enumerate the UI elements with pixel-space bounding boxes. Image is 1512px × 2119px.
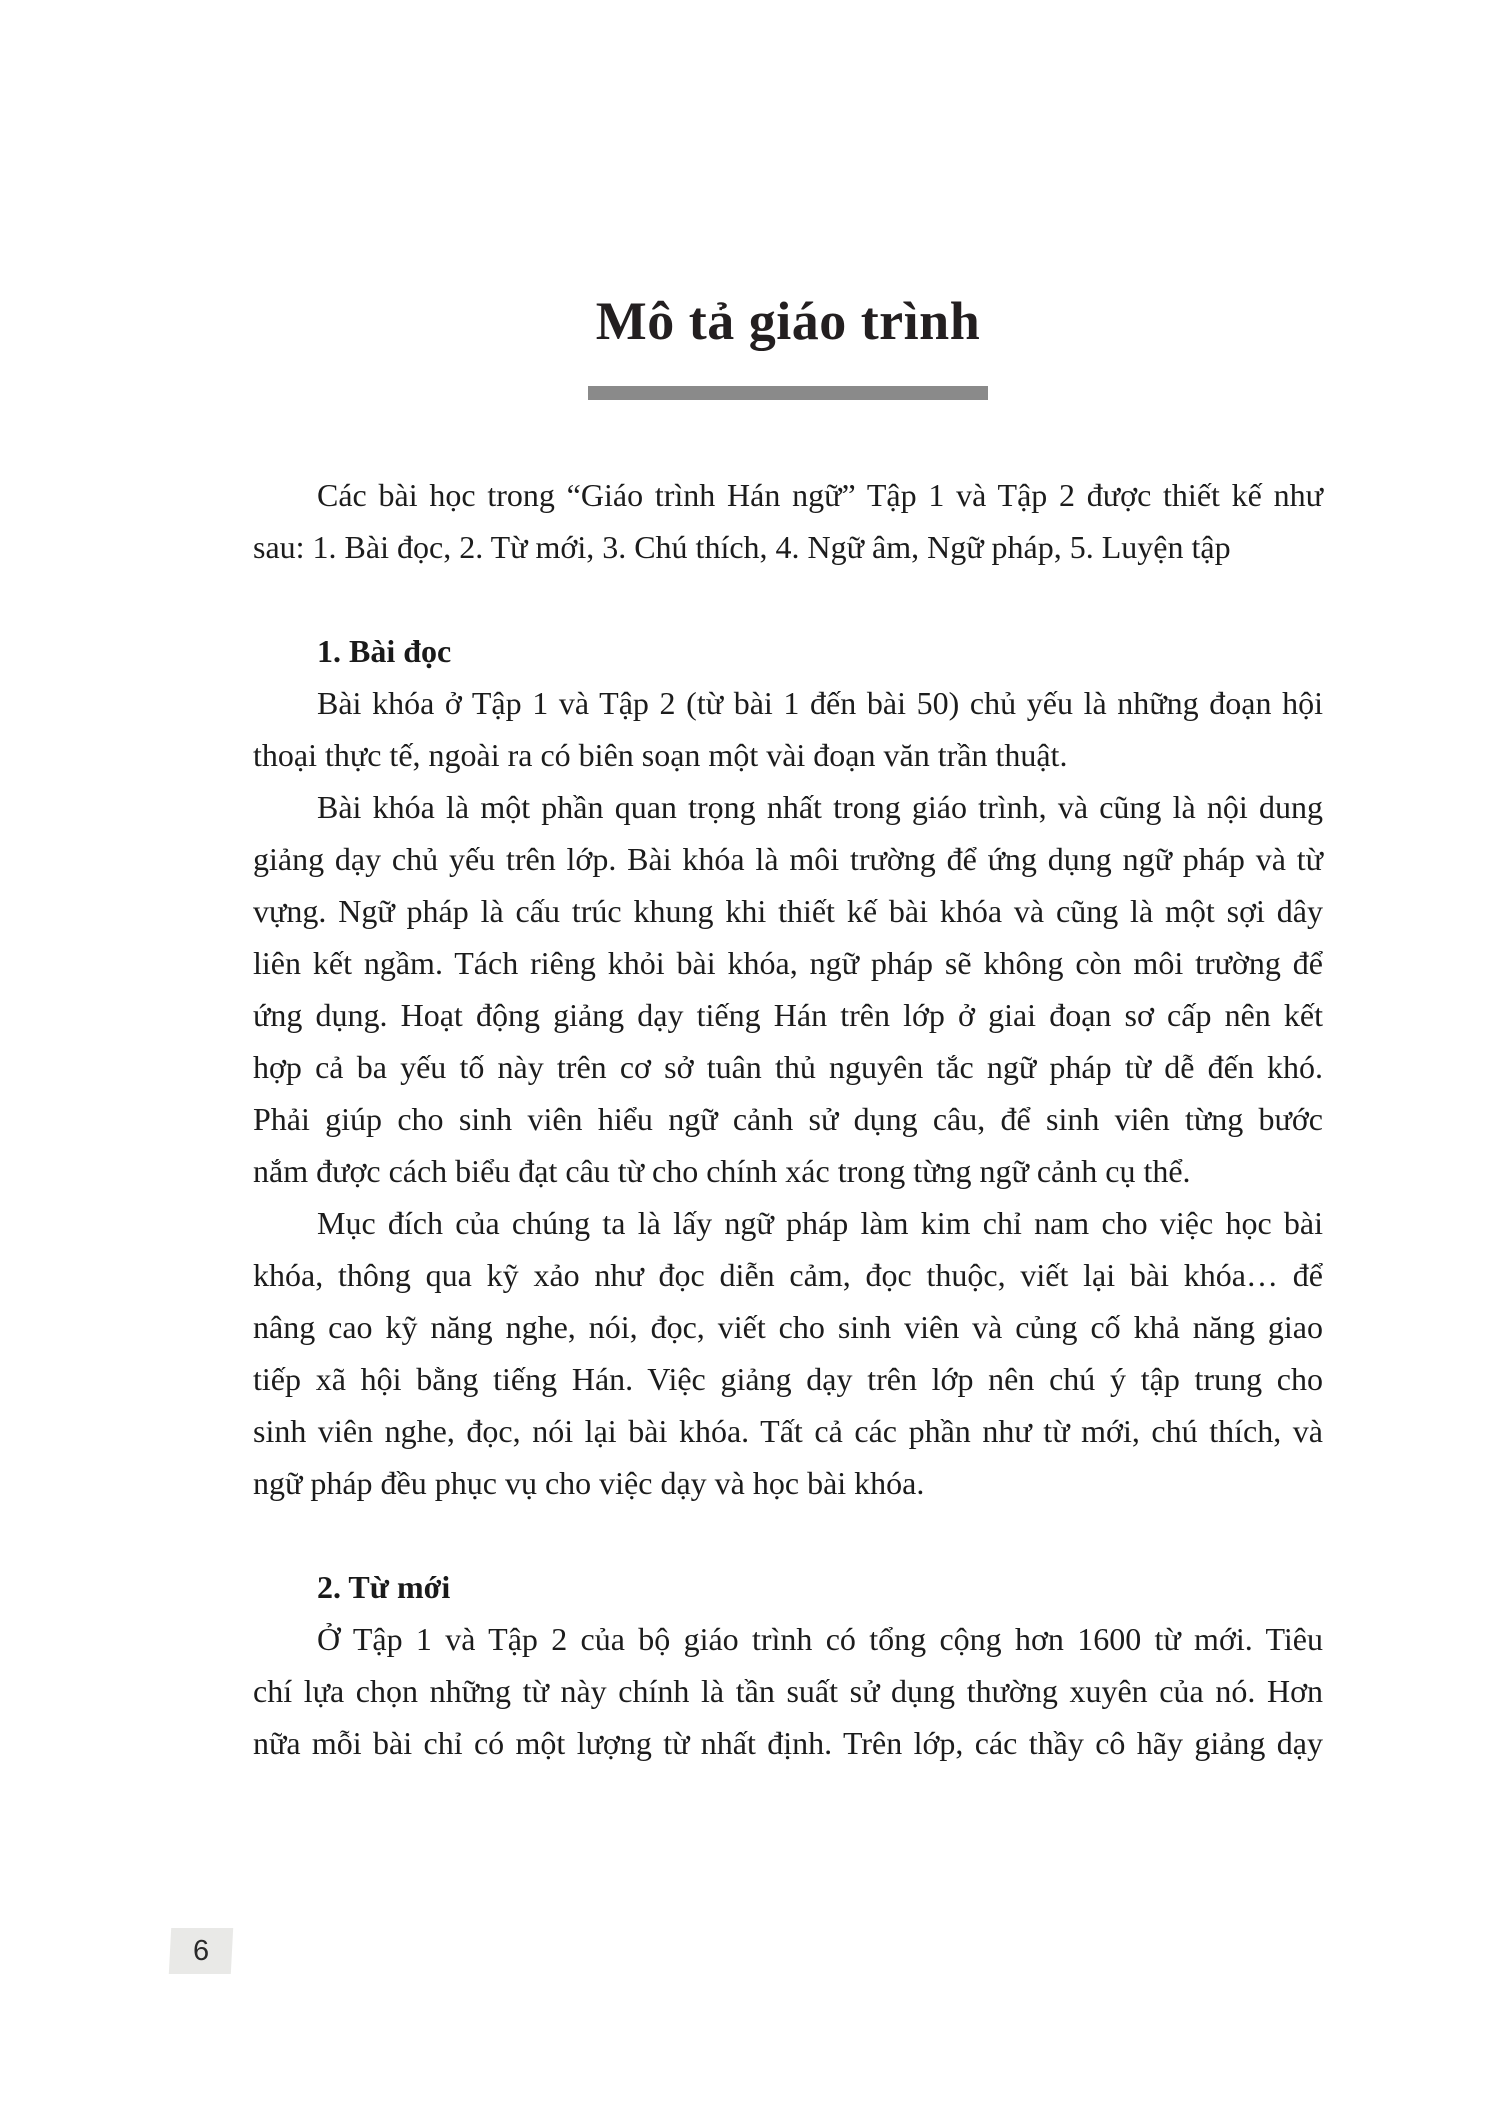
section-heading: 2. Từ mới	[317, 1569, 451, 1605]
title-underline-bar	[588, 386, 988, 400]
text-line: Các bài học trong “Giáo trình Hán ngữ” Tập 1 và Tập 2 được thiết kế như	[317, 477, 1323, 513]
document-body	[253, 469, 1323, 1769]
text-line: Bài khóa ở Tập 1 và Tập 2 (từ bài 1 đến bài 50) chủ yếu là những đoạn hội	[317, 685, 1323, 721]
text-line: Ở Tập 1 và Tập 2 của bộ giáo trình có tổng cộng hơn 1600 từ mới. Tiêu	[317, 1621, 1323, 1657]
text-line: nâng cao kỹ năng nghe, nói, đọc, viết cho sinh viên và củng cố khả năng giao	[253, 1309, 1323, 1345]
text-line: giảng dạy chủ yếu trên lớp. Bài khóa là môi trường để ứng dụng ngữ pháp và từ	[253, 841, 1323, 877]
paragraph	[253, 469, 1323, 573]
text-line: ứng dụng. Hoạt động giảng dạy tiếng Hán trên lớp ở giai đoạn sơ cấp nên kết	[253, 997, 1323, 1033]
text-line: khóa, thông qua kỹ xảo như đọc diễn cảm, đọc thuộc, viết lại bài khóa… để	[253, 1257, 1323, 1293]
paragraph	[253, 1613, 1323, 1769]
text-line: Mục đích của chúng ta là lấy ngữ pháp làm kim chỉ nam cho việc học bài	[317, 1205, 1323, 1241]
text-line: liên kết ngầm. Tách riêng khỏi bài khóa, ngữ pháp sẽ không còn môi trường để	[253, 945, 1323, 981]
text-line: hợp cả ba yếu tố này trên cơ sở tuân thủ nguyên tắc ngữ pháp từ dễ đến khó.	[253, 1049, 1323, 1085]
text-line: chí lựa chọn những từ này chính là tần suất sử dụng thường xuyên của nó. Hơn	[253, 1673, 1323, 1709]
page-number-box	[169, 1928, 233, 1974]
text-line: vựng. Ngữ pháp là cấu trúc khung khi thiết kế bài khóa và cũng là một sợi dây	[253, 893, 1323, 929]
paragraph	[253, 677, 1323, 781]
section-heading: 1. Bài đọc	[317, 633, 452, 669]
page-number: 6	[192, 1934, 210, 1967]
text-line: nắm được cách biểu đạt câu từ cho chính xác trong từng ngữ cảnh cụ thể.	[253, 1153, 1191, 1189]
paragraph	[253, 781, 1323, 1197]
text-line: tiếp xã hội bằng tiếng Hán. Việc giảng dạy trên lớp nên chú ý tập trung cho	[253, 1361, 1323, 1397]
page-title: Mô tả giáo trình	[595, 291, 981, 351]
paragraph	[253, 1197, 1323, 1509]
text-line: thoại thực tế, ngoài ra có biên soạn một vài đoạn văn trần thuật.	[253, 737, 1068, 773]
text-line: Bài khóa là một phần quan trọng nhất trong giáo trình, và cũng là nội dung	[317, 789, 1323, 825]
text-line: nữa mỗi bài chỉ có một lượng từ nhất định. Trên lớp, các thầy cô hãy giảng dạy	[253, 1725, 1323, 1761]
text-line: sinh viên nghe, đọc, nói lại bài khóa. Tất cả các phần như từ mới, chú thích, và	[253, 1413, 1323, 1449]
text-line: ngữ pháp đều phục vụ cho việc dạy và học bài khóa.	[253, 1465, 925, 1501]
text-line: Phải giúp cho sinh viên hiểu ngữ cảnh sử dụng câu, để sinh viên từng bước	[253, 1101, 1323, 1137]
text-line: sau: 1. Bài đọc, 2. Từ mới, 3. Chú thích, 4. Ngữ âm, Ngữ pháp, 5. Luyện tập	[253, 529, 1231, 565]
